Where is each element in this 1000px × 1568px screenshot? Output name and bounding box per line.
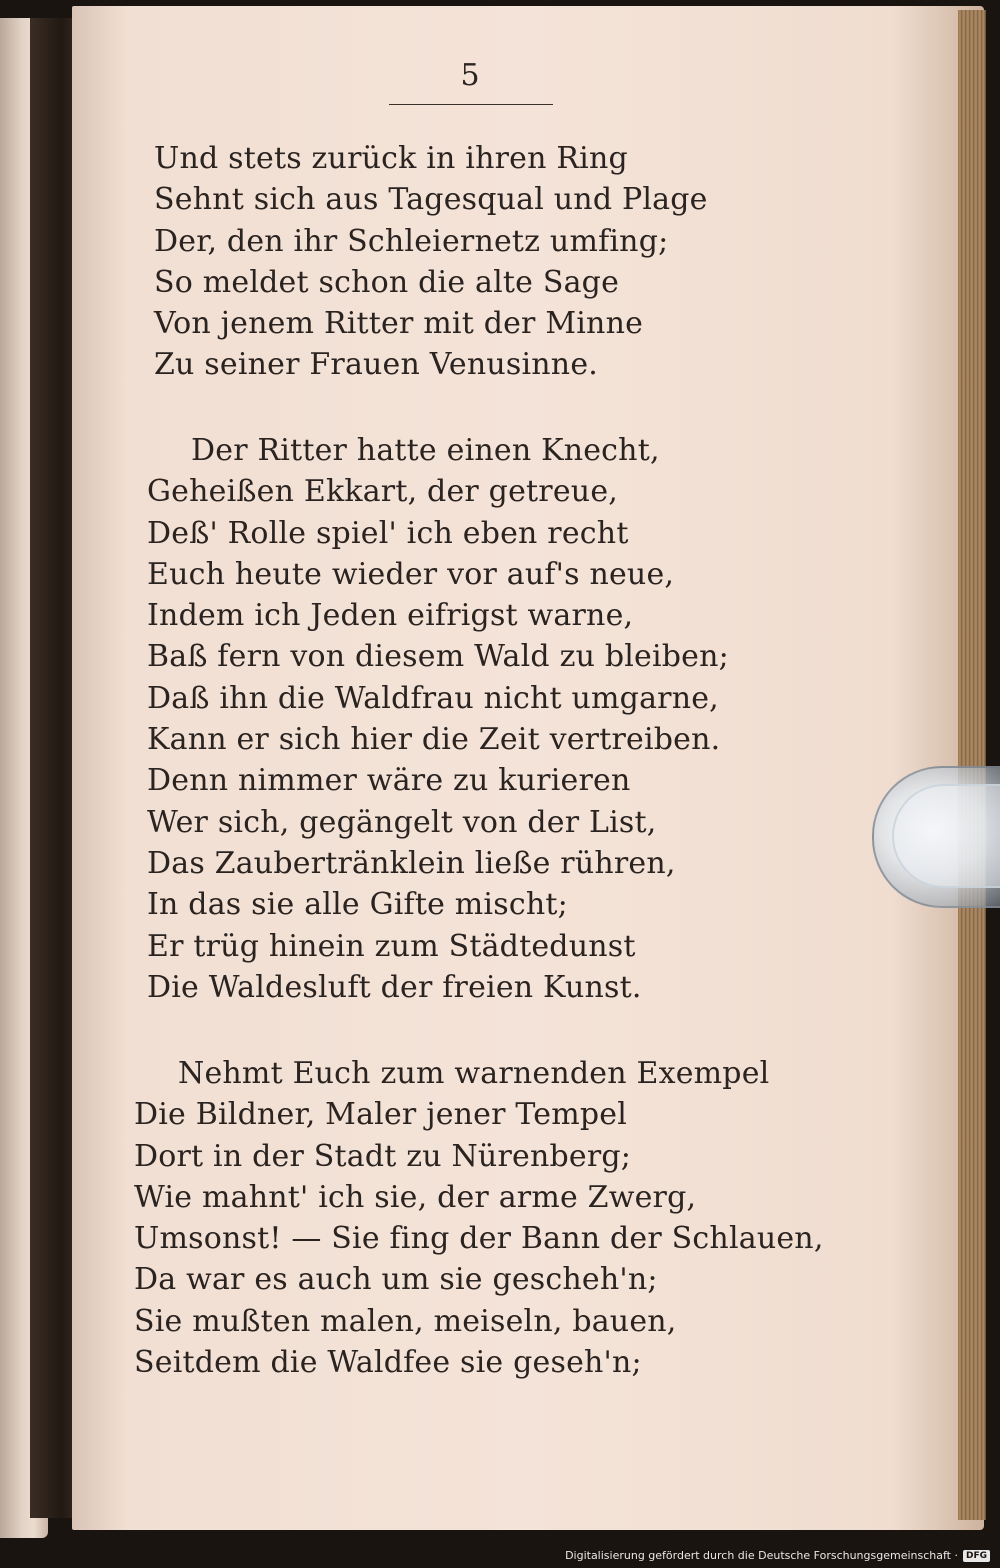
stanza-3	[134, 1053, 824, 1383]
verse-line: Zu seiner Frauen Venusinne.	[154, 347, 599, 383]
verse-line: Nehmt Euch zum warnenden Exempel	[178, 1056, 770, 1091]
header-rule	[389, 104, 553, 105]
page-clip	[872, 766, 1000, 908]
credit-text: Digitalisierung gefördert durch die Deutsche Forschungsgemeinschaft ·	[565, 1549, 958, 1562]
verse-line: Euch heute wieder vor auf's neue,	[147, 556, 675, 592]
digitization-credit	[565, 1549, 990, 1562]
stanza-2	[147, 430, 729, 1008]
verse-line: Der, den ihr Schleiernetz umfing;	[154, 223, 669, 259]
verse-line: Sie mußten malen, meiseln, bauen,	[134, 1303, 677, 1339]
page-clip-inner	[892, 784, 1000, 888]
verse-line: Da war es auch um sie gescheh'n;	[134, 1262, 658, 1298]
verse-line: Die Waldesluft der freien Kunst.	[147, 969, 642, 1005]
verse-line: Und stets zurück in ihren Ring	[154, 141, 628, 176]
verse-line: Wie mahnt' ich sie, der arme Zwerg,	[134, 1179, 697, 1215]
verse-line: Von jenem Ritter mit der Minne	[154, 306, 644, 342]
verse-line: Indem ich Jeden eifrigst warne,	[147, 598, 634, 634]
verse-line: Dort in der Stadt zu Nürenberg;	[134, 1138, 632, 1174]
verse-line: In das sie alle Gifte mischt;	[147, 887, 568, 923]
page-block-edge	[958, 10, 986, 1520]
verse-line: Baß fern von diesem Wald zu bleiben;	[147, 639, 729, 675]
verse-line: Geheißen Ekkart, der getreue,	[147, 474, 619, 510]
verse-line: Denn nimmer wäre zu kurieren	[147, 763, 631, 799]
verse-line: Wer sich, gegängelt von der List,	[147, 804, 657, 840]
verse-line: Kann er sich hier die Zeit vertreiben.	[147, 722, 721, 758]
dfg-logo: DFG	[963, 1550, 990, 1562]
verse-line: Die Bildner, Maler jener Tempel	[134, 1097, 628, 1133]
verse-line: Deß' Rolle spiel' ich eben recht	[147, 515, 629, 551]
verse-line: Seitdem die Waldfee sie geseh'n;	[134, 1345, 642, 1381]
page-number: 5	[460, 58, 480, 93]
verse-line: Der Ritter hatte einen Knecht,	[191, 433, 660, 468]
verse-line: Er trüg hinein zum Städtedunst	[147, 928, 636, 964]
verse-line: Umsonst! — Sie fing der Bann der Schlauen,	[134, 1221, 824, 1257]
verse-line: Daß ihn die Waldfrau nicht umgarne,	[147, 680, 719, 716]
verse-line: Das Zaubertränklein ließe rühren,	[147, 845, 676, 881]
verse-line: So meldet schon die alte Sage	[154, 264, 620, 300]
verse-line: Sehnt sich aus Tagesqual und Plage	[154, 182, 708, 218]
stanza-1	[154, 138, 708, 386]
